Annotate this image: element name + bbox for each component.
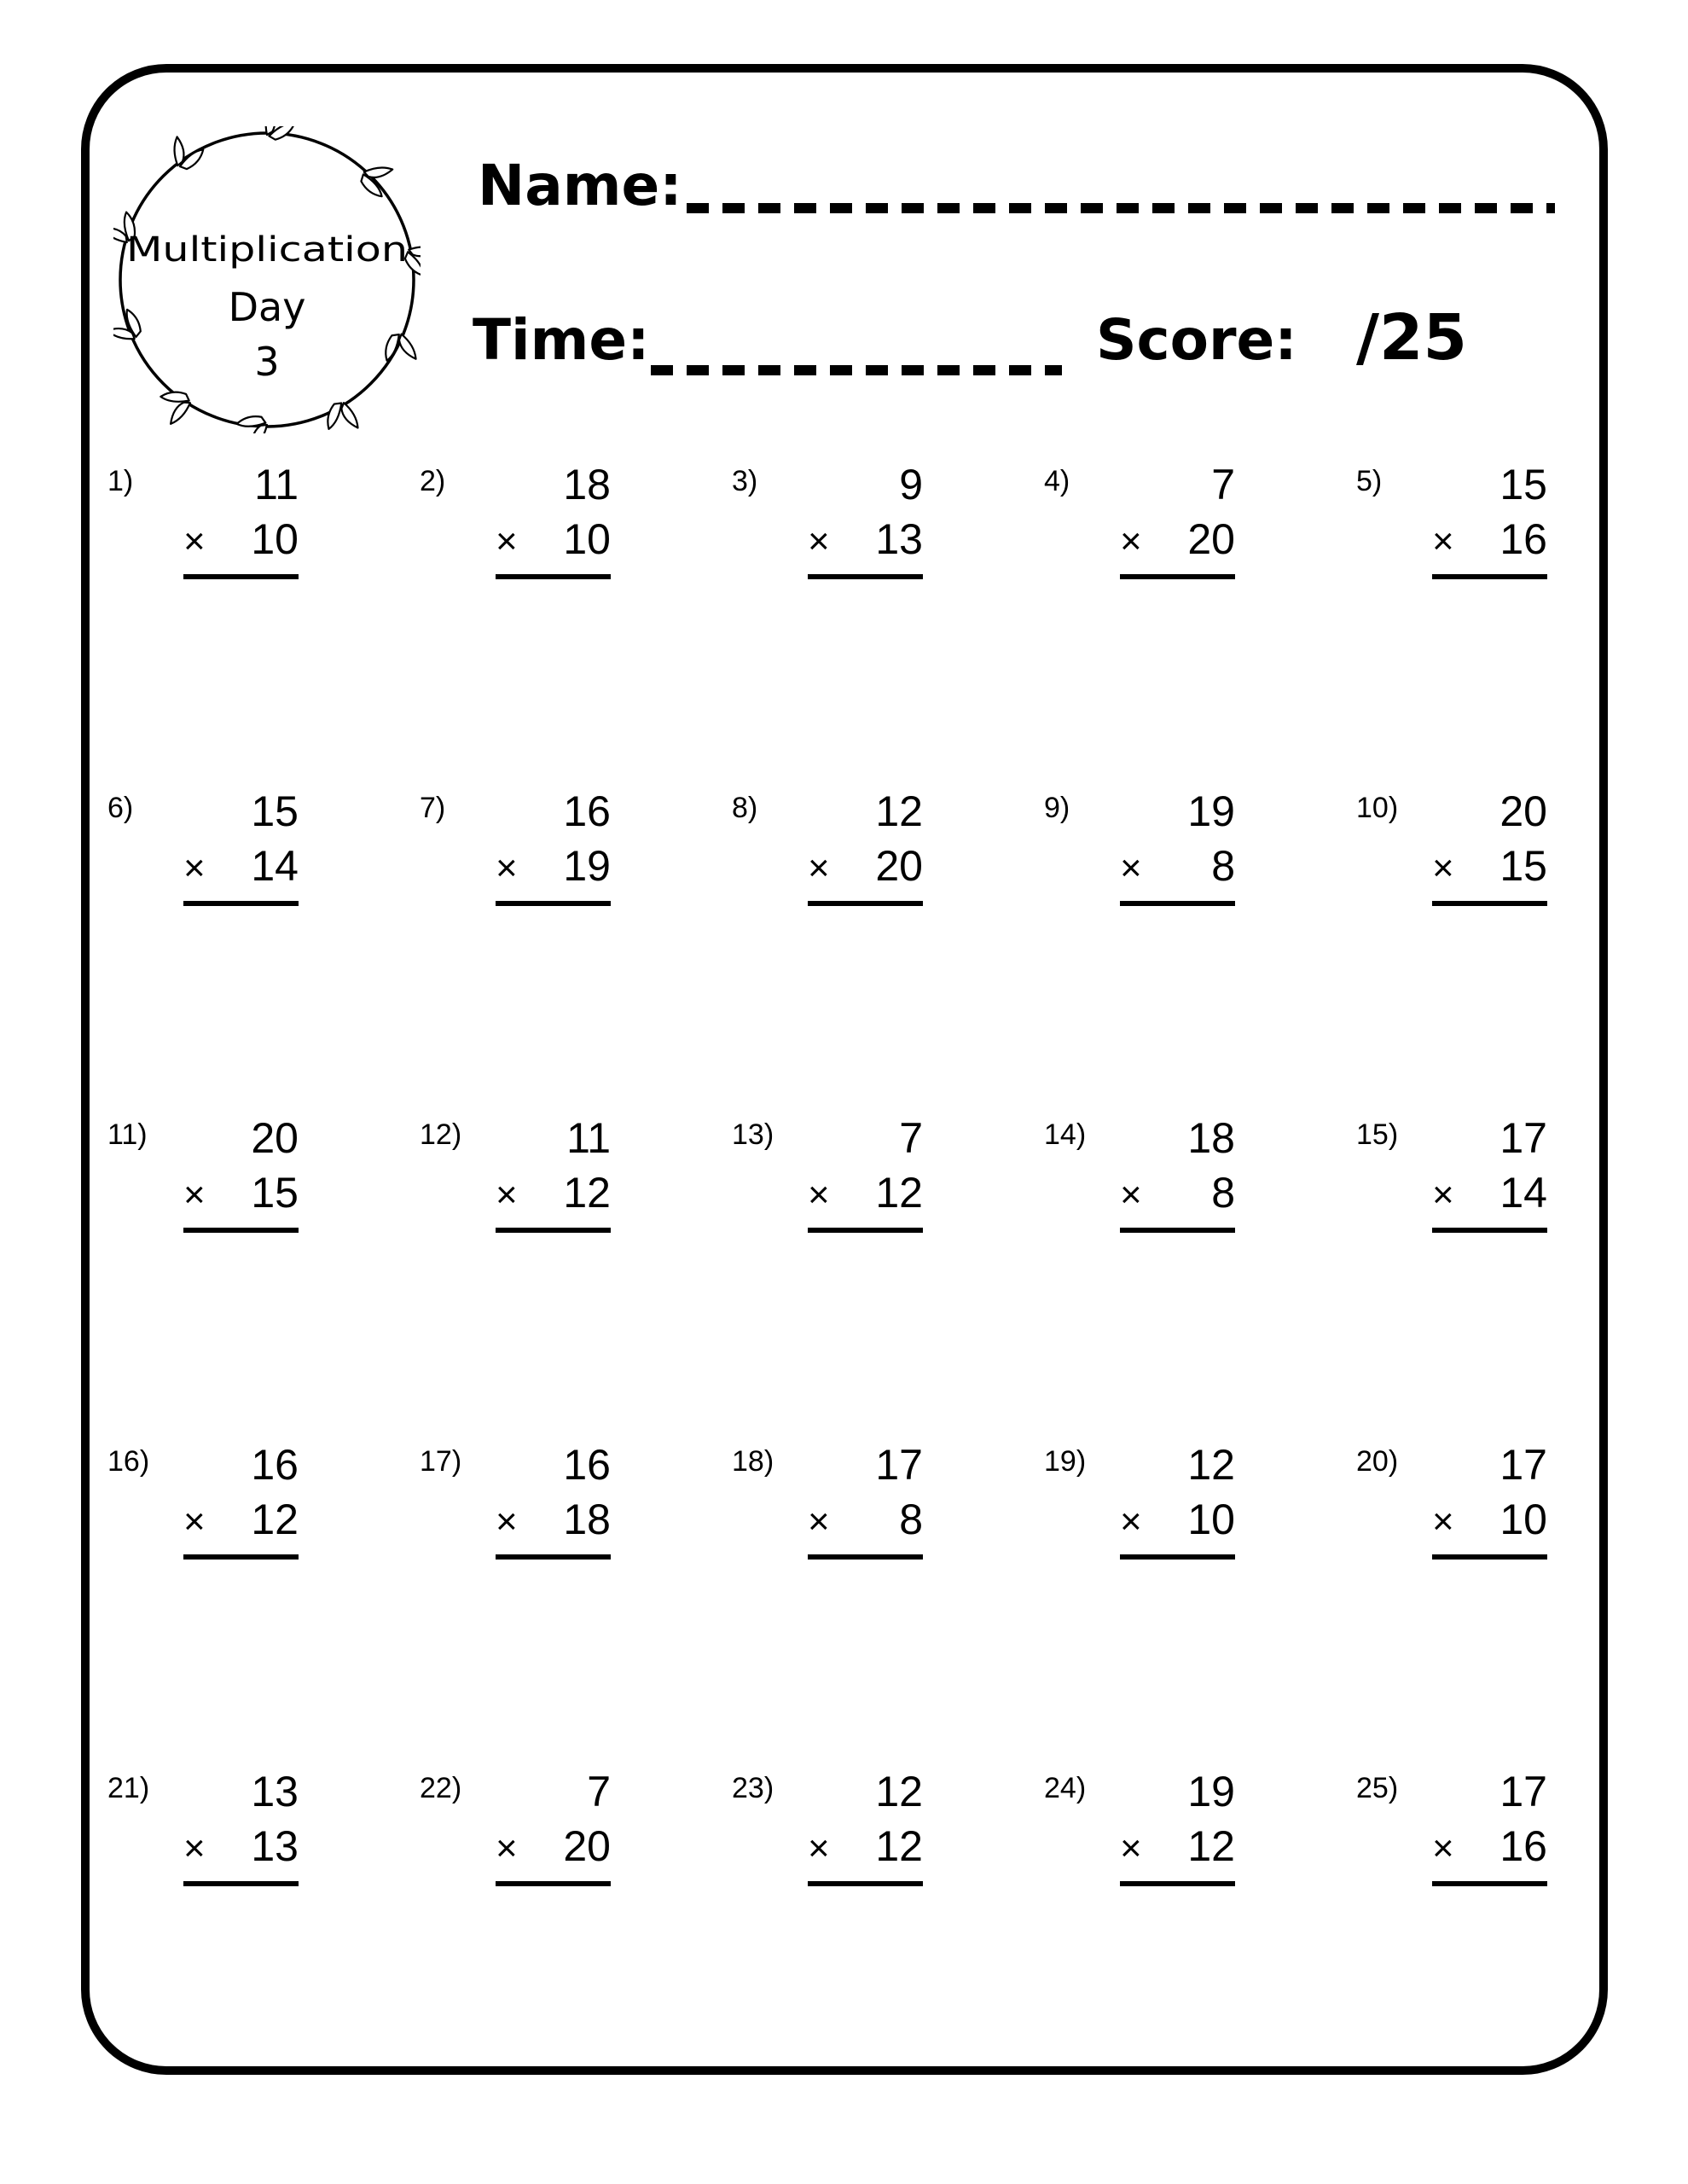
multiplier: 20 (563, 1822, 611, 1870)
problem-index: 3) (732, 465, 758, 497)
multiplicand: 7 (1211, 461, 1235, 508)
multiplier: 12 (563, 1169, 611, 1217)
multiplier: 12 (1187, 1822, 1235, 1870)
multiplier: 10 (1499, 1496, 1547, 1543)
problem-index: 16) (107, 1445, 150, 1478)
problem-23 (718, 1766, 1030, 2093)
problem-13 (718, 1112, 1030, 1439)
problem-index: 10) (1356, 792, 1399, 824)
multiplicand: 11 (566, 1114, 611, 1162)
multiplier: 10 (563, 515, 611, 563)
multiplicand: 12 (875, 1768, 923, 1815)
times-icon: × (808, 1827, 830, 1869)
problem-10 (1343, 786, 1655, 1112)
problem-index: 24) (1044, 1772, 1087, 1804)
problem-index: 13) (732, 1118, 774, 1151)
problem-body (1120, 459, 1235, 579)
problem-8 (718, 786, 1030, 1112)
problems-grid (94, 459, 1655, 2093)
problem-body (1432, 1112, 1547, 1233)
logo-title-line3: 3 (254, 339, 280, 385)
time-label: Time: (473, 307, 650, 373)
multiplier: 15 (251, 1169, 299, 1217)
problem-body (808, 786, 923, 906)
multiplicand: 17 (1499, 1114, 1547, 1162)
multiplier: 16 (1499, 515, 1547, 563)
multiplier: 13 (875, 515, 923, 563)
problem-body (1432, 1439, 1547, 1560)
problem-20 (1343, 1439, 1655, 1766)
logo-title-line2: Day (228, 284, 306, 330)
times-icon: × (1120, 1174, 1142, 1216)
problem-24 (1030, 1766, 1343, 2093)
problem-index: 7) (420, 792, 446, 824)
times-icon: × (496, 1501, 518, 1542)
problem-body (183, 786, 299, 906)
multiplier: 8 (1211, 1169, 1235, 1217)
times-icon: × (1120, 1501, 1142, 1542)
problem-25 (1343, 1766, 1655, 2093)
problem-body (496, 459, 611, 579)
multiplicand: 18 (563, 461, 611, 508)
problem-6 (94, 786, 406, 1112)
multiplier: 16 (1499, 1822, 1547, 1870)
multiplicand: 15 (1499, 461, 1547, 508)
times-icon: × (1120, 1827, 1142, 1869)
multiplier: 15 (1499, 842, 1547, 890)
problem-body (808, 1112, 923, 1233)
wreath-icon (113, 126, 421, 433)
times-icon: × (183, 1174, 206, 1216)
problem-9 (1030, 786, 1343, 1112)
problem-22 (406, 1766, 718, 2093)
time-blank-line (651, 365, 1062, 375)
problem-index: 23) (732, 1772, 774, 1804)
problem-body (183, 1439, 299, 1560)
times-icon: × (808, 1501, 830, 1542)
multiplicand: 12 (875, 787, 923, 835)
multiplier: 10 (251, 515, 299, 563)
problem-body (1432, 786, 1547, 906)
multiplicand: 16 (251, 1441, 299, 1489)
problem-body (1432, 1766, 1547, 1886)
times-icon: × (496, 1174, 518, 1216)
logo-title-line1: Multiplication (126, 230, 408, 270)
name-blank-line (687, 203, 1555, 213)
problem-body (808, 1766, 923, 1886)
problem-body (496, 786, 611, 906)
times-icon: × (496, 847, 518, 889)
times-icon: × (1120, 847, 1142, 889)
problem-1 (94, 459, 406, 786)
multiplicand: 15 (251, 787, 299, 835)
problem-18 (718, 1439, 1030, 1766)
multiplier: 20 (875, 842, 923, 890)
times-icon: × (183, 1501, 206, 1542)
multiplicand: 17 (1499, 1441, 1547, 1489)
problem-index: 22) (420, 1772, 462, 1804)
multiplicand: 19 (1187, 787, 1235, 835)
multiplicand: 11 (254, 461, 299, 508)
multiplicand: 19 (1187, 1768, 1235, 1815)
problem-16 (94, 1439, 406, 1766)
problem-5 (1343, 459, 1655, 786)
times-icon: × (808, 847, 830, 889)
problem-index: 21) (107, 1772, 150, 1804)
multiplier: 12 (875, 1822, 923, 1870)
multiplicand: 12 (1187, 1441, 1235, 1489)
problem-index: 4) (1044, 465, 1070, 497)
problem-12 (406, 1112, 718, 1439)
problem-body (183, 1766, 299, 1886)
problem-index: 11) (107, 1118, 148, 1151)
times-icon: × (808, 520, 830, 562)
multiplier: 12 (251, 1496, 299, 1543)
times-icon: × (1432, 1827, 1454, 1869)
times-icon: × (1432, 520, 1454, 562)
problem-index: 14) (1044, 1118, 1087, 1151)
multiplier: 20 (1187, 515, 1235, 563)
problem-11 (94, 1112, 406, 1439)
problem-body (808, 459, 923, 579)
multiplier: 19 (563, 842, 611, 890)
times-icon: × (1432, 1174, 1454, 1216)
problem-index: 9) (1044, 792, 1070, 824)
problem-index: 2) (420, 465, 446, 497)
problem-4 (1030, 459, 1343, 786)
problem-body (1120, 1112, 1235, 1233)
multiplier: 8 (899, 1496, 923, 1543)
problem-body (1120, 1766, 1235, 1886)
problem-body (808, 1439, 923, 1560)
problem-index: 1) (107, 465, 134, 497)
problem-body (1432, 459, 1547, 579)
times-icon: × (1432, 847, 1454, 889)
problem-body (1120, 1439, 1235, 1560)
multiplicand: 17 (1499, 1768, 1547, 1815)
multiplicand: 7 (587, 1768, 611, 1815)
problem-index: 5) (1356, 465, 1383, 497)
problem-index: 19) (1044, 1445, 1087, 1478)
times-icon: × (183, 1827, 206, 1869)
score-value: /25 (1356, 301, 1468, 375)
problem-index: 18) (732, 1445, 774, 1478)
problem-17 (406, 1439, 718, 1766)
problem-index: 20) (1356, 1445, 1399, 1478)
multiplicand: 7 (899, 1114, 923, 1162)
problem-body (496, 1766, 611, 1886)
multiplier: 14 (1499, 1169, 1547, 1217)
problem-body (496, 1439, 611, 1560)
problem-body (183, 1112, 299, 1233)
problem-3 (718, 459, 1030, 786)
multiplier: 12 (875, 1169, 923, 1217)
worksheet-logo (113, 126, 421, 433)
multiplicand: 9 (899, 461, 923, 508)
times-icon: × (496, 520, 518, 562)
problem-2 (406, 459, 718, 786)
problem-7 (406, 786, 718, 1112)
problem-21 (94, 1766, 406, 2093)
times-icon: × (1120, 520, 1142, 562)
multiplicand: 16 (563, 1441, 611, 1489)
multiplicand: 20 (1499, 787, 1547, 835)
times-icon: × (1432, 1501, 1454, 1542)
multiplier: 8 (1211, 842, 1235, 890)
times-icon: × (496, 1827, 518, 1869)
problem-body (183, 459, 299, 579)
times-icon: × (183, 847, 206, 889)
times-icon: × (183, 520, 206, 562)
problem-19 (1030, 1439, 1343, 1766)
times-icon: × (808, 1174, 830, 1216)
multiplier: 10 (1187, 1496, 1235, 1543)
multiplicand: 20 (251, 1114, 299, 1162)
multiplicand: 13 (251, 1768, 299, 1815)
problem-index: 8) (732, 792, 758, 824)
problem-index: 6) (107, 792, 134, 824)
problem-15 (1343, 1112, 1655, 1439)
problem-index: 25) (1356, 1772, 1399, 1804)
multiplier: 18 (563, 1496, 611, 1543)
problem-body (496, 1112, 611, 1233)
multiplier: 14 (251, 842, 299, 890)
problem-index: 15) (1356, 1118, 1399, 1151)
score-label: Score: (1096, 307, 1297, 373)
multiplicand: 17 (875, 1441, 923, 1489)
problem-index: 12) (420, 1118, 462, 1151)
problem-index: 17) (420, 1445, 462, 1478)
multiplicand: 16 (563, 787, 611, 835)
multiplier: 13 (251, 1822, 299, 1870)
problem-body (1120, 786, 1235, 906)
multiplicand: 18 (1187, 1114, 1235, 1162)
name-label: Name: (478, 153, 682, 218)
problem-14 (1030, 1112, 1343, 1439)
